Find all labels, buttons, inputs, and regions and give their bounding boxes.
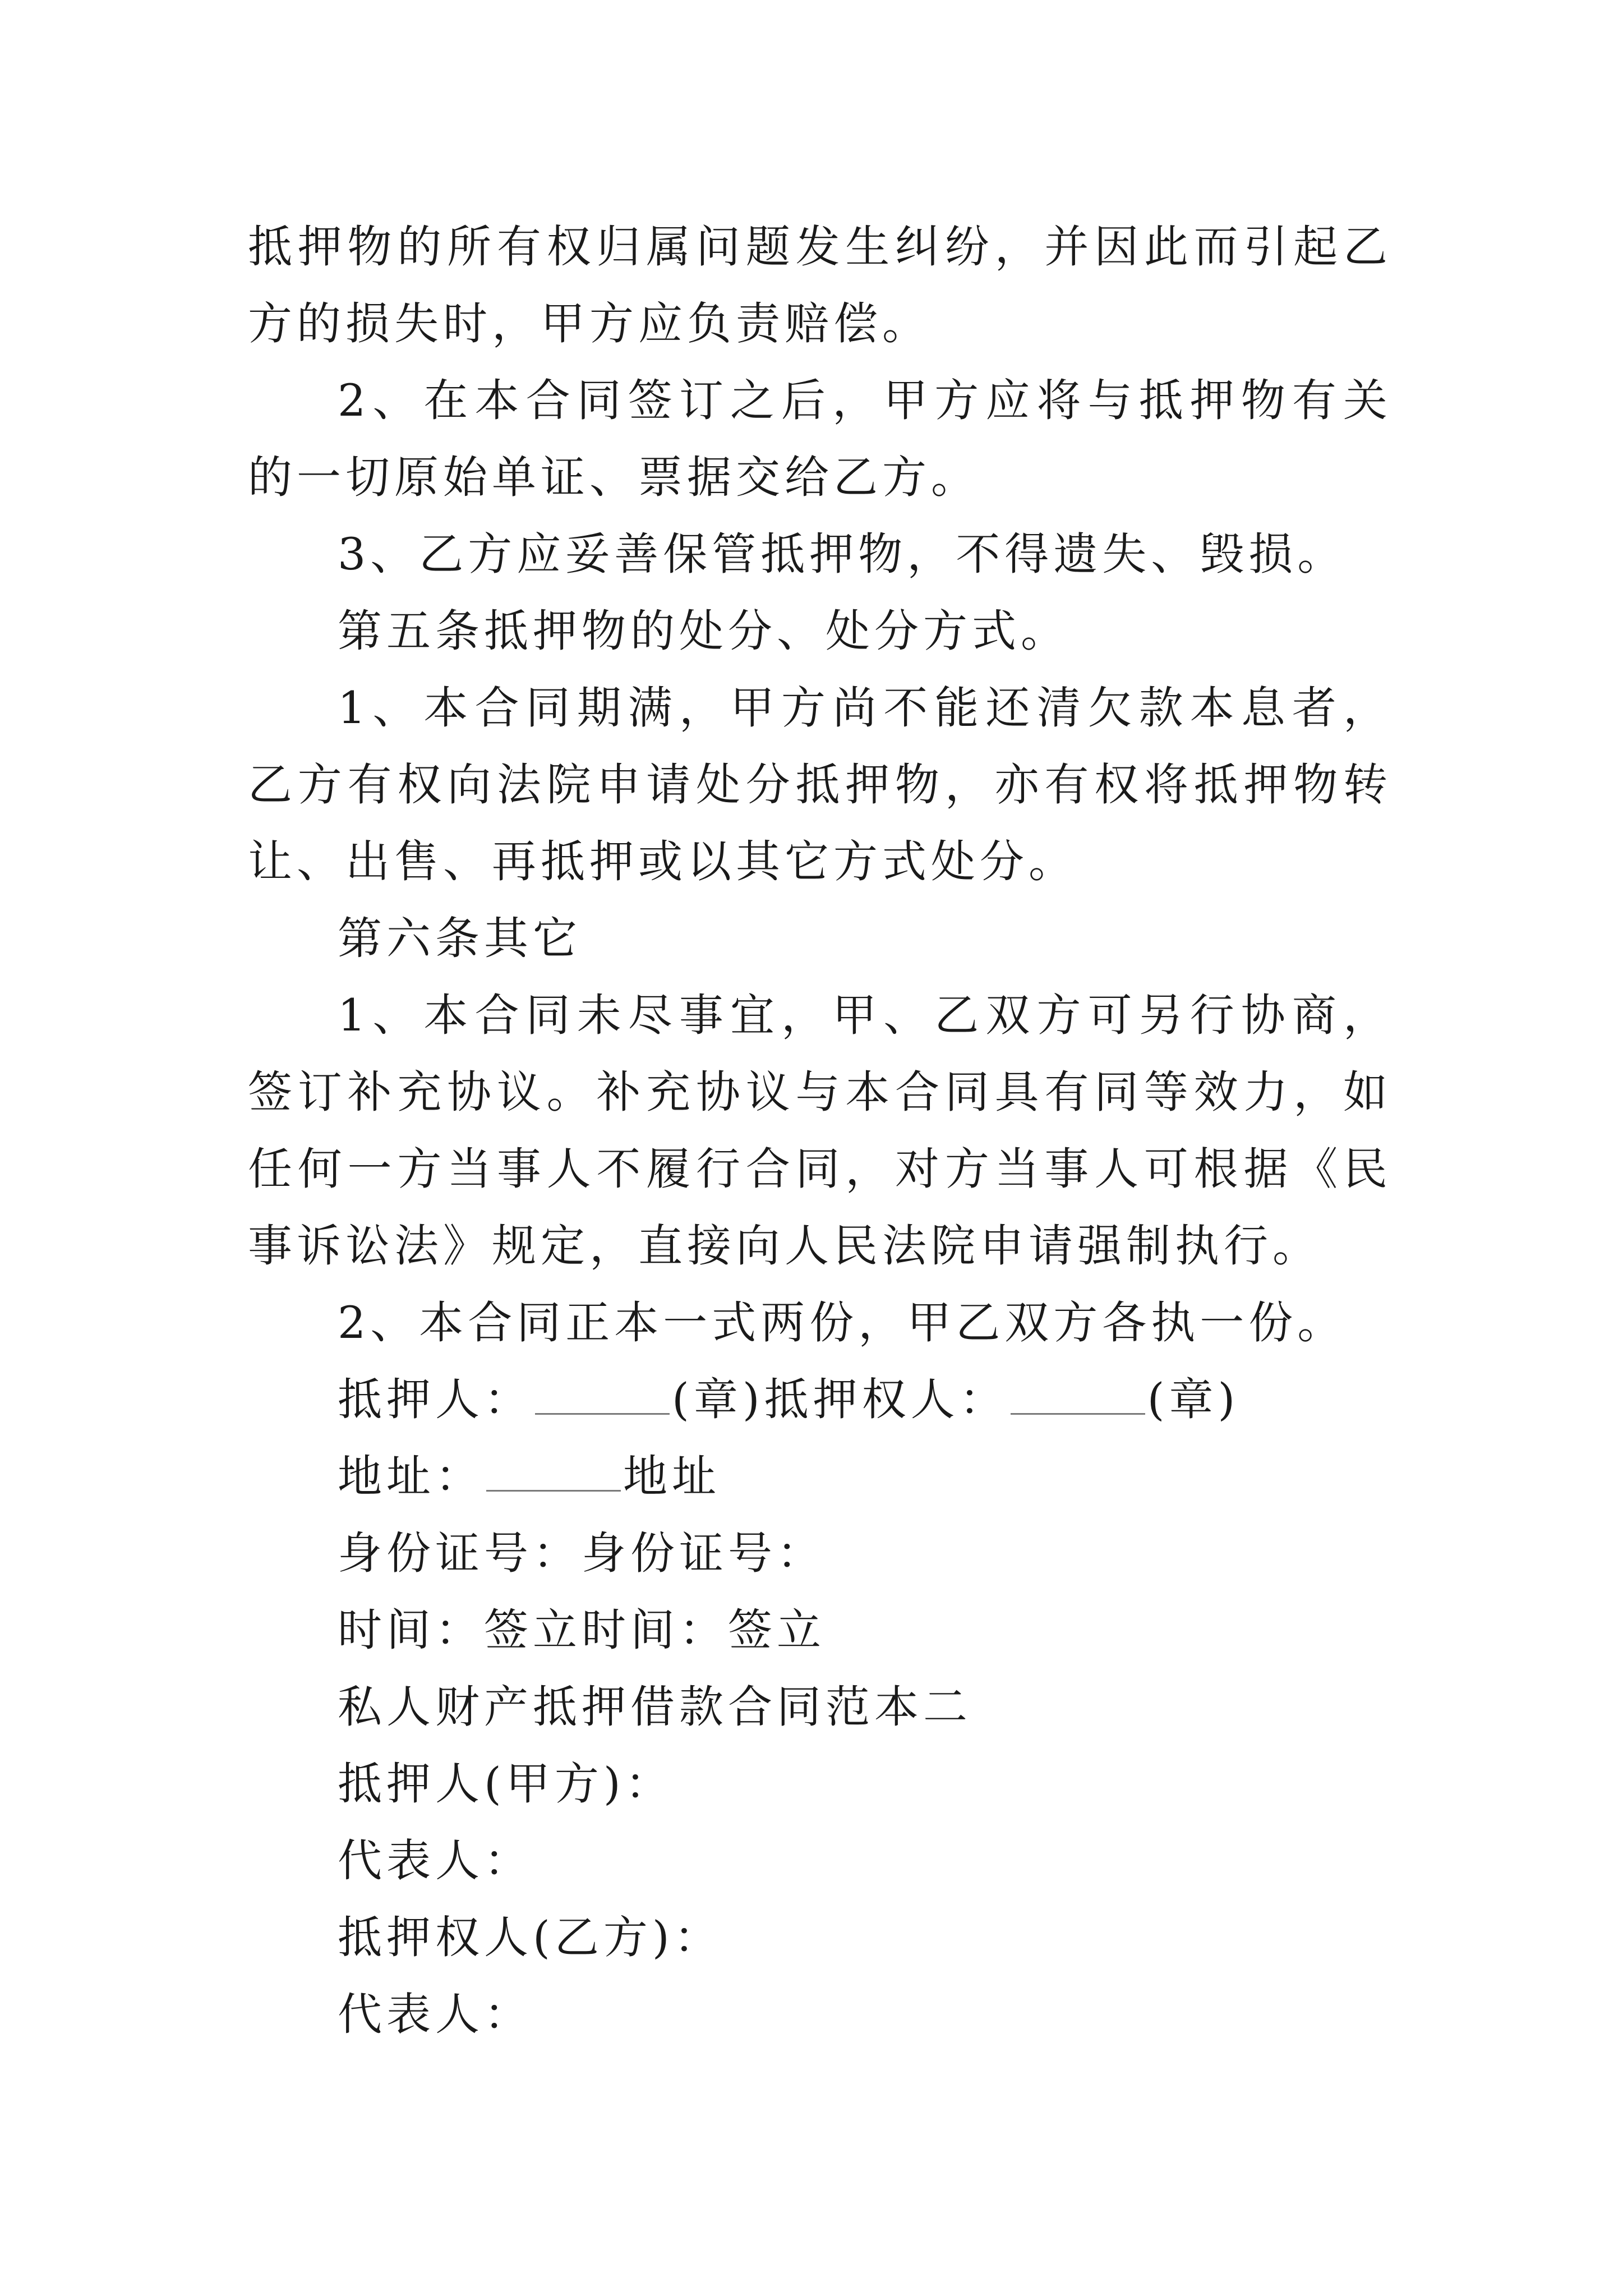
seal-label-2: (章) [1147,1374,1240,1425]
paragraph-supplementary-agreement: 1、本合同未尽事宜，甲、乙双方可另行协商，签订补充协议。补充协议与本合同具有同等效力，如任何一方当事人不履行合同，对方当事人可根据《民事诉讼法》规定，直接向人民法院申请强制执行。 [248,990,1392,1272]
paragraph-disposal: 1、本合同期满，甲方尚不能还清欠款本息者，乙方有权向法院申请处分抵押物，亦有权将抵押物转让、出售、再抵押或以其它方式处分。 [248,682,1392,887]
party-b-line: 抵押权人(乙方)： [338,1912,723,1963]
signature-parties-line [248,1361,1392,1438]
address-label-2: 地址 [623,1451,721,1502]
paragraph-original-documents: 2、在本合同签订之后，甲方应将与抵押物有关的一切原始单证、票据交给乙方。 [248,375,1392,503]
seal-label-1: (章) [672,1374,764,1425]
paragraph-loss-compensation: 抵押物的所有权归属问题发生纠纷，并因此而引起乙方的损失时，甲方应负责赔偿。 [248,221,1392,349]
paragraph-safekeeping: 3、乙方应妥善保管抵押物，不得遗失、毁损。 [338,528,1347,580]
article-five-heading: 第五条抵押物的处分、处分方式。 [338,605,1069,657]
mortgagor-blank [535,1379,670,1415]
paragraph-copies: 2、本合同正本一式两份，甲乙双方各执一份。 [338,1297,1347,1349]
address-blank [486,1456,621,1492]
signature-time-line: 时间：签立时间：签立 [338,1604,826,1656]
document-body [248,209,1392,2053]
signature-address-line [248,1438,1392,1515]
mortgagor-label: 抵押人： [338,1374,533,1425]
party-a-line: 抵押人(甲方)： [338,1758,674,1810]
article-six-heading: 第六条其它 [338,913,582,964]
mortgagee-label: 抵押权人： [764,1374,1008,1425]
mortgagee-blank [1011,1379,1145,1415]
template-two-title: 私人财产抵押借款合同范本二 [338,1681,972,1733]
address-label: 地址： [338,1451,484,1502]
representative-b-line: 代表人： [338,1989,533,2040]
signature-id-line: 身份证号：身份证号： [338,1527,826,1579]
representative-a-line: 代表人： [338,1835,533,1887]
